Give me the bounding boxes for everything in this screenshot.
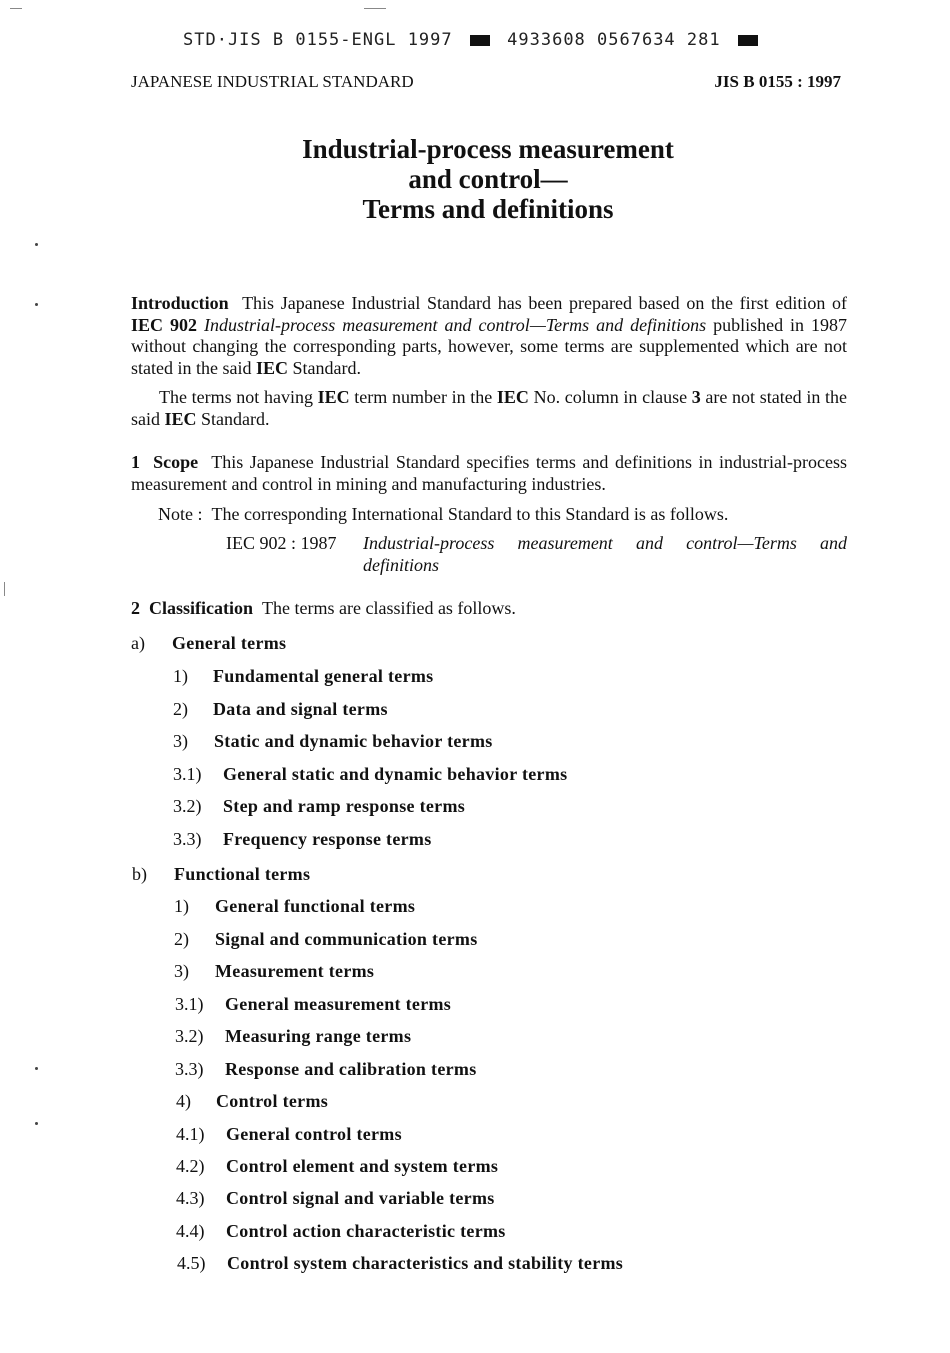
item-marker: 4.2) [176,1156,205,1176]
item-text: Measuring range terms [225,1026,412,1046]
item-text: Control action characteristic terms [226,1221,506,1241]
item-marker: 1) [173,666,188,686]
item-marker: 3) [174,961,189,981]
introduction-label: Introduction [131,293,229,313]
item-marker: 2) [174,929,189,949]
iec-title: Industrial-process measurement and control—Terms and definitions [363,533,847,575]
header-left: JAPANESE INDUSTRIAL STANDARD [131,72,414,91]
item-text: Response and calibration terms [225,1059,477,1079]
clause-ref: 3 [691,387,701,407]
scan-mark [10,8,22,9]
scope-note [158,504,728,525]
intro-text: This Japanese Industrial Standard has been prepared based on the first edition of [242,293,847,313]
scan-dot [35,1122,38,1125]
title-line: and control— [408,164,568,194]
item-marker: 4.4) [176,1221,205,1241]
item-marker: a) [131,633,145,653]
item-text: Measurement terms [215,961,375,981]
item-text: General terms [172,633,287,653]
item-marker: 3) [173,731,188,751]
item-marker: b) [132,864,147,884]
section-number: 1 [131,452,140,472]
item-text: Control terms [216,1091,329,1111]
section-number: 2 [131,598,140,618]
standard-code-prefix: STD·JIS B 0155-ENGL 1997 [183,30,453,50]
item-text: Control signal and variable terms [226,1188,495,1208]
intro-text: are not stated in the said [131,387,848,429]
item-marker: 3.1) [173,764,202,784]
standard-code-numbers: 4933608 0567634 281 [507,30,721,50]
intro-text: term number in the [349,387,497,407]
item-marker: 3.3) [173,829,202,849]
scan-mark [4,582,5,596]
item-text: General control terms [226,1124,402,1144]
scan-dot [35,303,38,306]
iec-ref: IEC 902 [131,314,197,335]
standard-code-line [183,30,764,50]
iec-ref: IEC [317,387,350,407]
item-text: Fundamental general terms [213,666,434,686]
intro-text: Standard. [196,408,270,429]
item-text: General static and dynamic behavior terms [223,764,568,784]
classification-text: The terms are classified as follows. [262,598,516,618]
item-text: Step and ramp response terms [223,796,466,816]
iec-ref: IEC [164,408,197,429]
title-line: Industrial-process measurement [302,134,674,164]
item-marker: 4.1) [176,1124,205,1144]
note-label: Note : [158,504,203,524]
introduction-paragraph-2 [131,387,847,430]
item-text: Data and signal terms [213,699,388,719]
scan-mark [364,8,386,9]
intro-text: published in 1987 without changing the corresponding parts, however, some terms are supplemented which are not stated in the said [131,314,848,378]
item-marker: 3.2) [175,1026,204,1046]
item-marker: 1) [174,896,189,916]
item-marker: 3.2) [173,796,202,816]
scan-dot [35,243,38,246]
title-line: Terms and definitions [362,194,614,224]
scope-text: This Japanese Industrial Standard specifies terms and definitions in industrial-process measurement and control in mining and manufacturing industries. [131,452,848,494]
item-text: Static and dynamic behavior terms [214,731,493,751]
introduction-paragraph [131,293,847,379]
section-heading: Scope [153,452,199,472]
iec-reference [226,533,848,577]
item-text: Functional terms [174,864,311,884]
intro-text: No. column in clause [528,387,692,407]
section-heading: Classification [149,598,254,618]
iec-ref: IEC [496,387,529,407]
header-right: JIS B 0155 : 1997 [714,72,841,91]
item-text: General measurement terms [225,994,452,1014]
iec-title-italic: Industrial-process measurement and control—Terms and definitions [203,314,707,335]
item-text: Control element and system terms [226,1156,499,1176]
item-text: Signal and communication terms [215,929,478,949]
scan-dot [35,1067,38,1070]
iec-number: IEC 902 : 1987 [226,533,337,553]
item-marker: 3.1) [175,994,204,1014]
item-marker: 4.5) [177,1253,206,1273]
barcode-block [738,35,758,46]
item-text: General functional terms [215,896,416,916]
classification-paragraph [131,598,847,620]
item-text: Control system characteristics and stability terms [227,1253,624,1273]
intro-text: The terms not having [159,387,318,407]
item-marker: 4.3) [176,1188,205,1208]
item-marker: 2) [173,699,188,719]
item-text: Frequency response terms [223,829,432,849]
scope-paragraph [131,452,847,495]
document-title [0,134,950,224]
intro-text: Standard. [288,357,361,378]
item-marker: 3.3) [175,1059,204,1079]
item-marker: 4) [176,1091,191,1111]
barcode-block [470,35,490,46]
iec-ref: IEC [255,357,288,378]
note-text: The corresponding International Standard to this Standard is as follows. [211,504,729,524]
